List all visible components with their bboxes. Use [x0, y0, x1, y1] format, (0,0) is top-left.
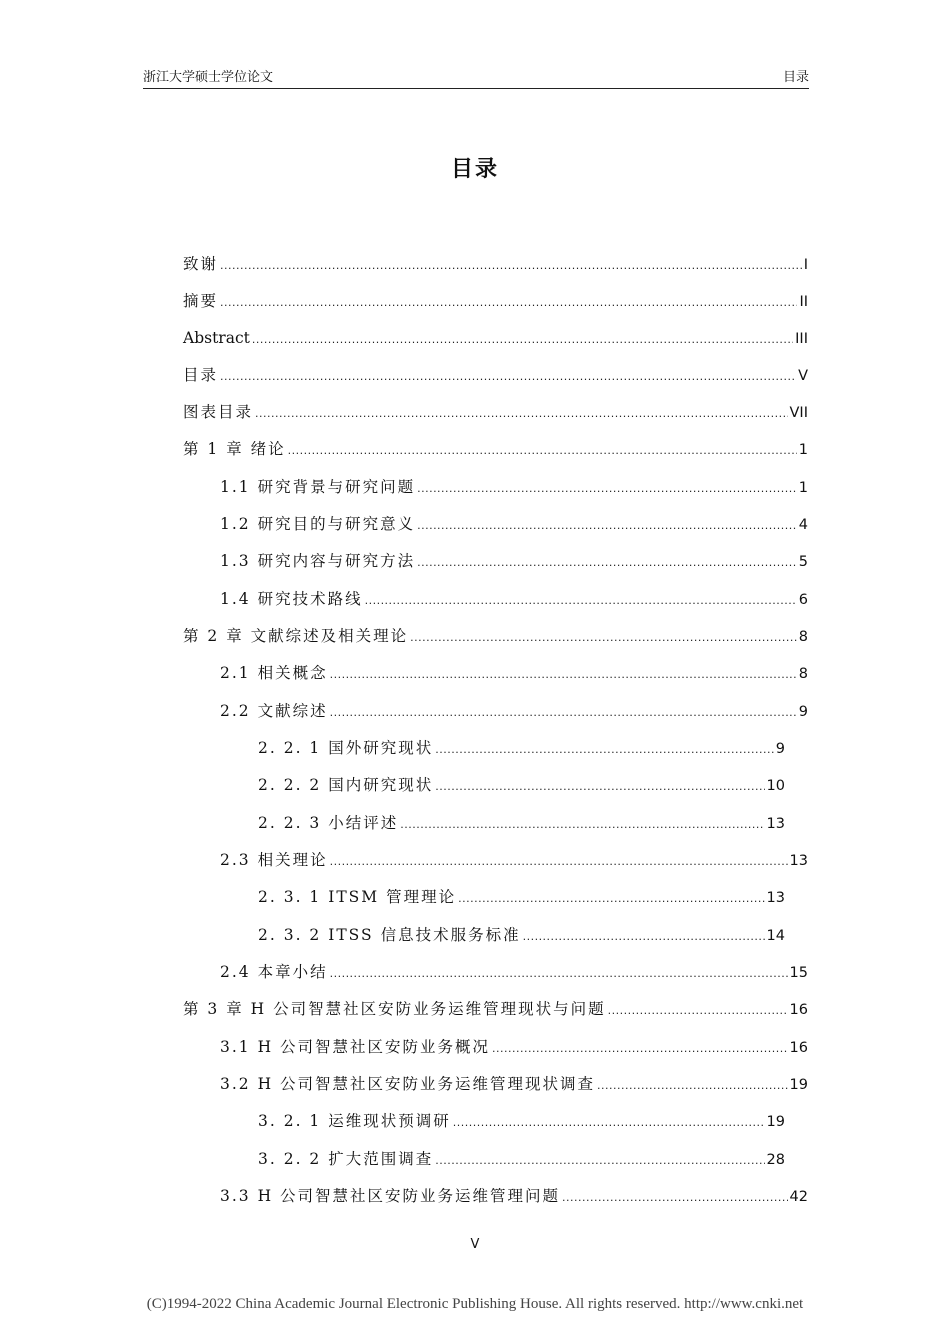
toc-entry[interactable]	[220, 513, 808, 535]
toc-dot-leader	[453, 1112, 765, 1134]
toc-entry-page: 16	[789, 1040, 808, 1056]
toc-dot-leader	[220, 366, 796, 388]
toc-entry[interactable]	[258, 1110, 785, 1132]
toc-entry-page: 1	[798, 480, 808, 496]
toc-entry[interactable]	[220, 662, 808, 684]
toc-entry-label: 致谢	[183, 255, 219, 273]
toc-entry[interactable]	[258, 924, 785, 946]
toc-entry-label: Abstract	[183, 329, 250, 347]
toc-entry[interactable]	[183, 998, 808, 1020]
toc-entry-label: 2. 3. 1 ITSM 管理理论	[258, 888, 457, 906]
toc-entry[interactable]	[258, 812, 785, 834]
toc-dot-leader	[330, 963, 788, 985]
toc-entry-page: 28	[766, 1152, 785, 1168]
toc-entry-label: 1.1 研究背景与研究问题	[220, 478, 416, 496]
toc-entry-label: 2.1 相关概念	[220, 664, 328, 682]
toc-entry[interactable]	[183, 327, 808, 349]
toc-entry-label: 1.4 研究技术路线	[220, 590, 363, 608]
page-number: V	[470, 1237, 480, 1252]
toc-entry-label: 2. 3. 2 ITSS 信息技术服务标准	[258, 926, 521, 944]
toc-entry-label: 1.3 研究内容与研究方法	[220, 552, 416, 570]
toc-dot-leader	[435, 1150, 764, 1172]
toc-dot-leader	[288, 440, 797, 462]
toc-entry-page: 13	[789, 853, 808, 869]
toc-entry-label: 3. 2. 2 扩大范围调查	[258, 1150, 434, 1168]
toc-entry-label: 2. 2. 1 国外研究现状	[258, 739, 434, 757]
toc-entry[interactable]	[183, 625, 808, 647]
toc-entry[interactable]	[220, 700, 808, 722]
toc-dot-leader	[435, 739, 774, 761]
toc-dot-leader	[255, 403, 788, 425]
toc-entry-page: 1	[798, 442, 808, 458]
toc-entry-page: 6	[798, 592, 808, 608]
toc-entry[interactable]	[220, 1073, 808, 1095]
toc-entry-page: II	[799, 294, 808, 310]
toc-entry-page: 8	[798, 666, 808, 682]
toc-entry-page: 19	[766, 1114, 785, 1130]
toc-entry-page: 8	[798, 629, 808, 645]
toc-entry-label: 第 1 章 绪论	[183, 440, 286, 458]
toc-dot-leader	[400, 814, 764, 836]
toc-entry[interactable]	[220, 1185, 808, 1207]
toc-entry[interactable]	[220, 550, 808, 572]
toc-entry-label: 2.4 本章小结	[220, 963, 328, 981]
toc-dot-leader	[330, 702, 797, 724]
toc-entry-page: V	[798, 368, 808, 384]
toc-dot-leader	[330, 851, 788, 873]
running-header	[143, 70, 809, 89]
toc-entry-page: 14	[766, 928, 785, 944]
toc-entry-label: 目录	[183, 366, 219, 384]
toc-entry-page: 5	[798, 554, 808, 570]
toc-entry[interactable]	[258, 886, 785, 908]
header-section-title: 目录	[782, 70, 809, 85]
toc-dot-leader	[435, 776, 764, 798]
toc-entry-page: VII	[789, 405, 808, 421]
toc-entry-label: 3. 2. 1 运维现状预调研	[258, 1112, 451, 1130]
toc-entry-page: 13	[766, 816, 785, 832]
toc-entry-label: 摘要	[183, 292, 219, 310]
toc-entry-page: 9	[798, 704, 808, 720]
toc-dot-leader	[523, 926, 765, 948]
toc-entry-page: 10	[766, 778, 785, 794]
toc-dot-leader	[417, 515, 797, 537]
toc-entry-page: 16	[789, 1002, 808, 1018]
toc-dot-leader	[492, 1038, 788, 1060]
toc-entry-page: I	[803, 257, 808, 273]
toc-entry[interactable]	[183, 290, 808, 312]
toc-entry[interactable]	[183, 401, 808, 423]
toc-entry-page: III	[795, 331, 808, 347]
toc-entry[interactable]	[220, 1036, 808, 1058]
copyright-footer: (C)1994-2022 China Academic Journal Electronic Publishing House. All rights reserved. http://www.cnki.net	[146, 1296, 804, 1312]
toc-dot-leader	[220, 292, 797, 314]
toc-entry[interactable]	[183, 438, 808, 460]
toc-entry-label: 2. 2. 3 小结评述	[258, 814, 399, 832]
toc-entry-page: 4	[798, 517, 808, 533]
toc-dot-leader	[252, 329, 793, 351]
header-thesis-title: 浙江大学硕士学位论文	[143, 70, 274, 85]
toc-entry[interactable]	[183, 253, 808, 275]
toc-entry-label: 3.2 H 公司智慧社区安防业务运维管理现状调查	[220, 1075, 596, 1093]
toc-entry[interactable]	[258, 1148, 785, 1170]
toc-entry-label: 2.3 相关理论	[220, 851, 328, 869]
toc-entry[interactable]	[220, 849, 808, 871]
toc-dot-leader	[417, 478, 797, 500]
toc-entry-page: 19	[789, 1077, 808, 1093]
toc-entry[interactable]	[220, 588, 808, 610]
toc-entry-page: 15	[789, 965, 808, 981]
toc-dot-leader	[220, 255, 802, 277]
toc-dot-leader	[597, 1075, 788, 1097]
toc-entry[interactable]	[220, 961, 808, 983]
toc-dot-leader	[410, 627, 797, 649]
toc-entry[interactable]	[220, 476, 808, 498]
toc-entry[interactable]	[183, 364, 808, 386]
toc-entry[interactable]	[258, 737, 785, 759]
toc-entry-label: 第 2 章 文献综述及相关理论	[183, 627, 409, 645]
toc-dot-leader	[458, 888, 764, 910]
toc-dot-leader	[417, 552, 797, 574]
toc-dot-leader	[608, 1000, 788, 1022]
toc-entry-page: 42	[789, 1189, 808, 1205]
toc-entry-page: 9	[775, 741, 785, 757]
page-title: 目录	[450, 156, 499, 182]
toc-dot-leader	[562, 1187, 788, 1209]
toc-entry-label: 3.3 H 公司智慧社区安防业务运维管理问题	[220, 1187, 561, 1205]
toc-entry-label: 2. 2. 2 国内研究现状	[258, 776, 434, 794]
toc-entry-page: 13	[766, 890, 785, 906]
toc-entry-label: 3.1 H 公司智慧社区安防业务概况	[220, 1038, 491, 1056]
toc-dot-leader	[365, 590, 797, 612]
toc-entry-label: 第 3 章 H 公司智慧社区安防业务运维管理现状与问题	[183, 1000, 606, 1018]
toc-entry-label: 图表目录	[183, 403, 254, 421]
toc-dot-leader	[330, 664, 797, 686]
toc-entry-label: 1.2 研究目的与研究意义	[220, 515, 416, 533]
toc-entry-label: 2.2 文献综述	[220, 702, 328, 720]
toc-entry[interactable]	[258, 774, 785, 796]
